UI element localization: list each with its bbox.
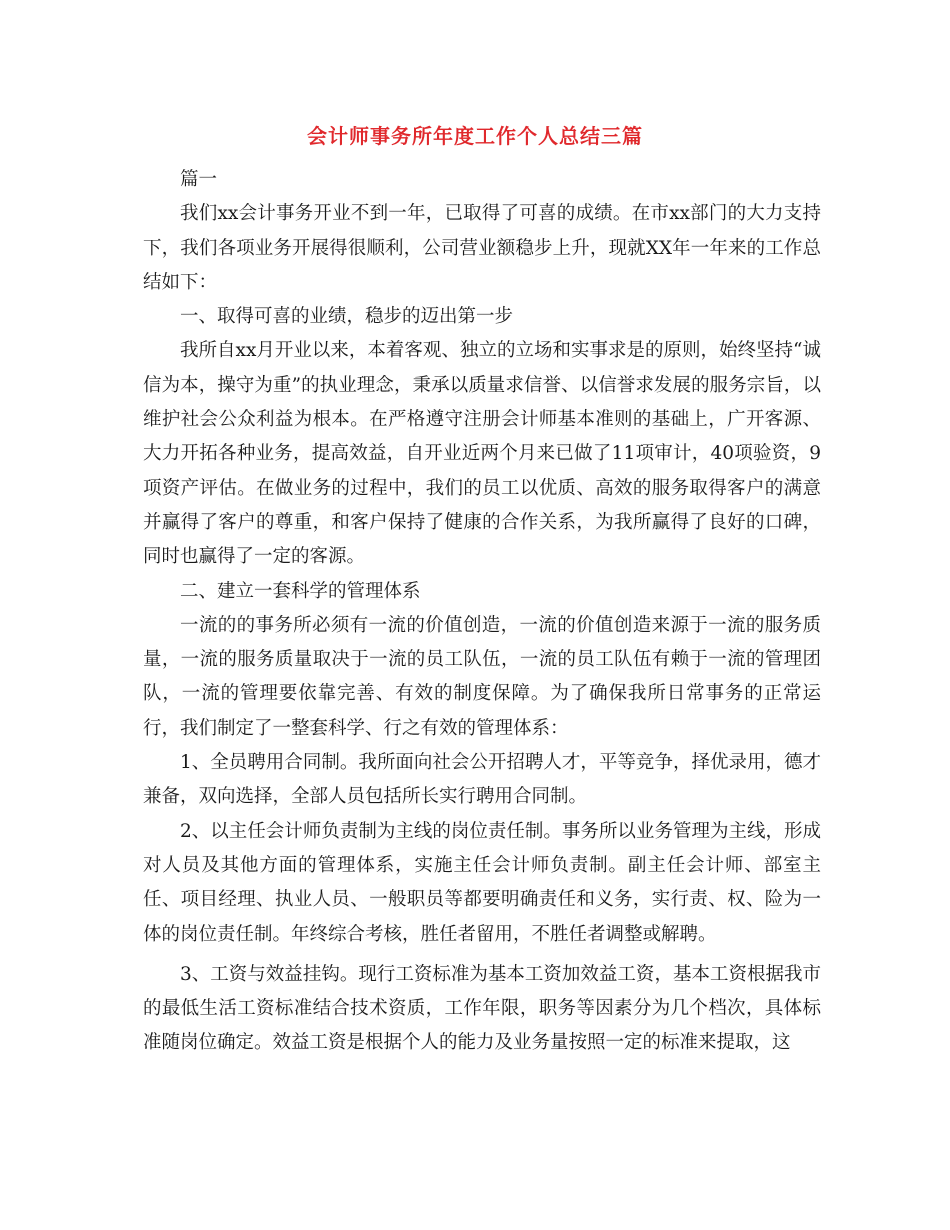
list-item-salary: 3、工资与效益挂钩。现行工资标准为基本工资加效益工资，基本工资根据我市的最低生活工资标准结合技术资质，工作年限，职务等因素分为几个档次，具体标准随岗位确定。效益工资是根据个人的能力及业务量按照一定的标准来提取，这: [143, 963, 821, 1054]
section-heading-achievements: 一、取得可喜的业绩，稳步的迈出第一步: [180, 306, 514, 328]
paragraph-intro: 我们xx会计事务开业不到一年，已取得了可喜的成绩。在市xx部门的大力支持下，我们各项业务开展得很顺利，公司营业额稳步上升，现就XX年一年来的工作总结如下：: [143, 203, 821, 293]
document-title: 会计师事务所年度工作个人总结三篇: [307, 124, 643, 148]
list-item-responsibility: 2、以主任会计师负责制为主线的岗位责任制。事务所以业务管理为主线，形成对人员及其他方面的管理体系，实施主任会计师负责制。副主任会计师、部室主任、项目经理、执业人员、一般职员等都要明确责任和义务，实行责、权、险为一体的岗位责任制。年终综合考核，胜任者留用，不胜任者调整或解聘。: [143, 820, 821, 945]
paragraph-achievements: 我所自xx月开业以来，本着客观、独立的立场和实事求是的原则，始终坚持“诚信为本，操守为重”的执业理念，秉承以质量求信誉、以信誉求发展的服务宗旨，以维护社会公众利益为根本。在严格遵守注册会计师基本准则的基础上，广开客源、大力开拓各种业务，提高效益，自开业近两个月来已做了11项审计，40项验资，9项资产评估。在做业务的过程中，我们的员工以优质、高效的服务取得客户的满意并赢得了客户的尊重，和客户保持了健康的合作关系，为我所赢得了良好的口碑，同时也赢得了一定的客源。: [143, 340, 821, 568]
section-heading-part-one: 篇一: [180, 169, 218, 190]
paragraph-management: 一流的的事务所必须有一流的价值创造，一流的价值创造来源于一流的服务质量，一流的服务质量取决于一流的员工队伍，一流的员工队伍有赖于一流的管理团队，一流的管理要依靠完善、有效的制度保障。为了确保我所日常事务的正常运行，我们制定了一整套科学、行之有效的管理体系：: [143, 614, 821, 739]
document-body: [143, 163, 821, 1061]
section-heading-management: 二、建立一套科学的管理体系: [180, 580, 421, 602]
list-item-contract: 1、全员聘用合同制。我所面向社会公开招聘人才，平等竞争，择优录用，德才兼备，双向选择，全部人员包括所长实行聘用合同制。: [143, 752, 821, 808]
